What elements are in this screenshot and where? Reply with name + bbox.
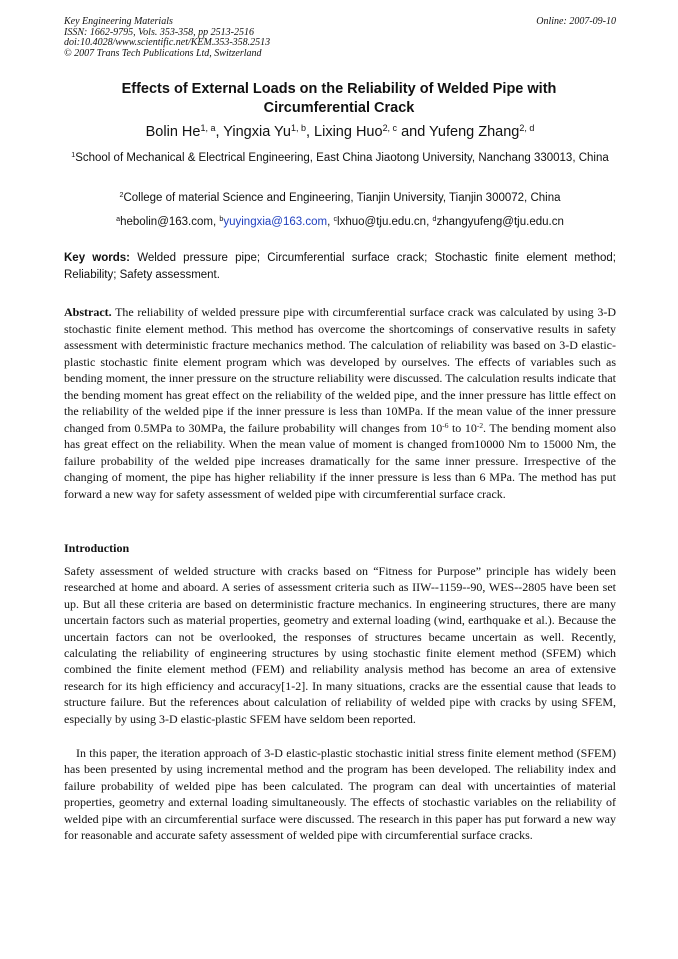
author-name: Bolin He — [145, 124, 201, 140]
author-name: Yingxia Yu — [223, 124, 291, 140]
email-mark: c — [333, 215, 338, 224]
author-sup: 1, b — [290, 123, 306, 134]
email-sep: , — [212, 216, 220, 228]
author-sup: 1, a — [200, 123, 216, 134]
email-mark: d — [432, 215, 437, 224]
author-sep: and — [397, 124, 430, 140]
email-address[interactable]: hebolin@163.com — [120, 216, 213, 228]
email-sep: , — [327, 216, 334, 228]
online-date: Online: 2007-09-10 — [536, 16, 616, 27]
author-sep: , — [215, 124, 224, 140]
email-address[interactable]: lxhuo@tju.edu.cn — [337, 216, 427, 228]
affiliation-1 — [64, 150, 616, 167]
author-sup: 2, d — [519, 123, 535, 134]
paper-title: Effects of External Loads on the Reliability of Welded Pipe with Circumferential Crack — [121, 81, 557, 116]
exponent: -2 — [476, 420, 484, 430]
introduction-paragraph-2: In this paper, the iteration approach of 3-D elastic-plastic stochastic initial stress finite element method (SFEM) has been presented by using incremental method and the program has been developed. The reliability index and failure probability of welded pipe has been calculated. The program can deal with uncertainties of material properties, geometry and external loading simultaneously. The effects of stochastic variables on the reliability of welded pipe with an circumferential surface were discussed. The research in this paper has put forward a new way for reasonable and accurate safety assessment of welded pipe with circumferential surface cracks. — [64, 746, 616, 843]
author-sup: 2, c — [382, 123, 398, 134]
affiliation-2 — [64, 190, 616, 207]
keywords-label: Key words: — [64, 252, 130, 264]
affiliation-mark: 2 — [119, 191, 124, 200]
keywords — [64, 250, 616, 283]
abstract-text: to 10 — [448, 420, 477, 435]
author-list — [64, 123, 616, 141]
email-list — [64, 214, 616, 231]
author-name: Lixing Huo — [314, 124, 383, 140]
section-heading-introduction: Introduction — [64, 541, 130, 555]
abstract-text: . The bending moment also has great effect on the reliability. When the mean value of moment is changed from10000 Nm to 15000 Nm, the failure probability of the welded pipe increases dramatically for the same inner pressure. Irrespective of the changing of moment, the pipe has higher reliability if the inner pressure is less than 6 MPa. The method has put forward a new way for safety assessment of welded pipe with circumferential surface crack. — [64, 420, 616, 501]
email-mark: b — [219, 215, 224, 224]
abstract-text: The reliability of welded pressure pipe with circumferential surface crack was calculated by using 3-D stochastic finite element method. This method has overcome the shortcomings of conservative results in safety assessment with deterministic fracture mechanics method. The calculation of reliability was based on 3-D elastic-plastic stochastic finite element program which was developed by ourselves. The effects of variables such as bending moment, the inner pressure on the structure reliability were discussed. The calculation results indicate that the bending moment has great effect on the reliability of the welded pipe, and the inner pressure has little effect on the reliability of the welded pipe if the inner pressure is less than 10MPa. If the mean value of the inner pressure changed from 0.5MPa to 30MPa, the failure probability will changes from 10 — [64, 305, 616, 435]
abstract-label: Abstract. — [64, 305, 112, 319]
affiliation-mark: 1 — [71, 151, 76, 160]
abstract — [64, 304, 616, 502]
exponent: -6 — [442, 420, 449, 430]
affiliation-text: College of material Science and Engineering, Tianjin University, Tianjin 300072, China — [123, 192, 561, 204]
copyright-line: © 2007 Trans Tech Publications Ltd, Switzerland — [64, 47, 262, 59]
issn-line: ISSN: 1662-9795, Vols. 353-358, pp 2513-2516 — [64, 26, 254, 38]
author-sep: , — [305, 124, 315, 140]
email-sep: , — [426, 216, 433, 228]
journal-header — [64, 17, 616, 59]
doi-line: doi:10.4028/www.scientific.net/KEM.353-358.2513 — [64, 37, 271, 48]
affiliation-text: School of Mechanical & Electrical Engineering, East China Jiaotong University, Nanchang 330013, China — [75, 152, 609, 164]
email-address[interactable]: zhangyufeng@tju.edu.cn — [436, 216, 564, 228]
email-mark: a — [116, 215, 121, 224]
keywords-text: Welded pressure pipe; Circumferential surface crack; Stochastic finite element method; Reliability; Safety assessment. — [64, 252, 616, 281]
email-link[interactable]: yuyingxia@163.com — [223, 216, 328, 228]
journal-name: Key Engineering Materials — [64, 16, 173, 27]
author-name: Yufeng Zhang — [429, 124, 520, 140]
introduction-paragraph-1: Safety assessment of welded structure with cracks based on “Fitness for Purpose” principle has widely been researched at home and aboard. A series of assessment criteria such as IIW--1159--90, WES--2805 have been set up. But all these criteria are based on deterministic fracture mechanics. In engineering structures, there are many uncertain factors such as material properties, geometry and external loading (wind, earthquake et al.). Because the uncertain factors can not be overlooked, the responses of structures became uncertain as well. Recently, calculating the reliability of engineering structures by using stochastic finite element method (SFEM) which combined the finite element method (FEM) and reliability analysis method has become an area of extensive research for its high efficiency and accuracy[1-2]. In many situations, cracks are the essential cause that leads to structure failure. But the references about calculation of reliability of welded pipe with cracks by using SFEM, especially by using 3-D elastic-plastic SFEM have seldom been reported. — [64, 564, 616, 726]
